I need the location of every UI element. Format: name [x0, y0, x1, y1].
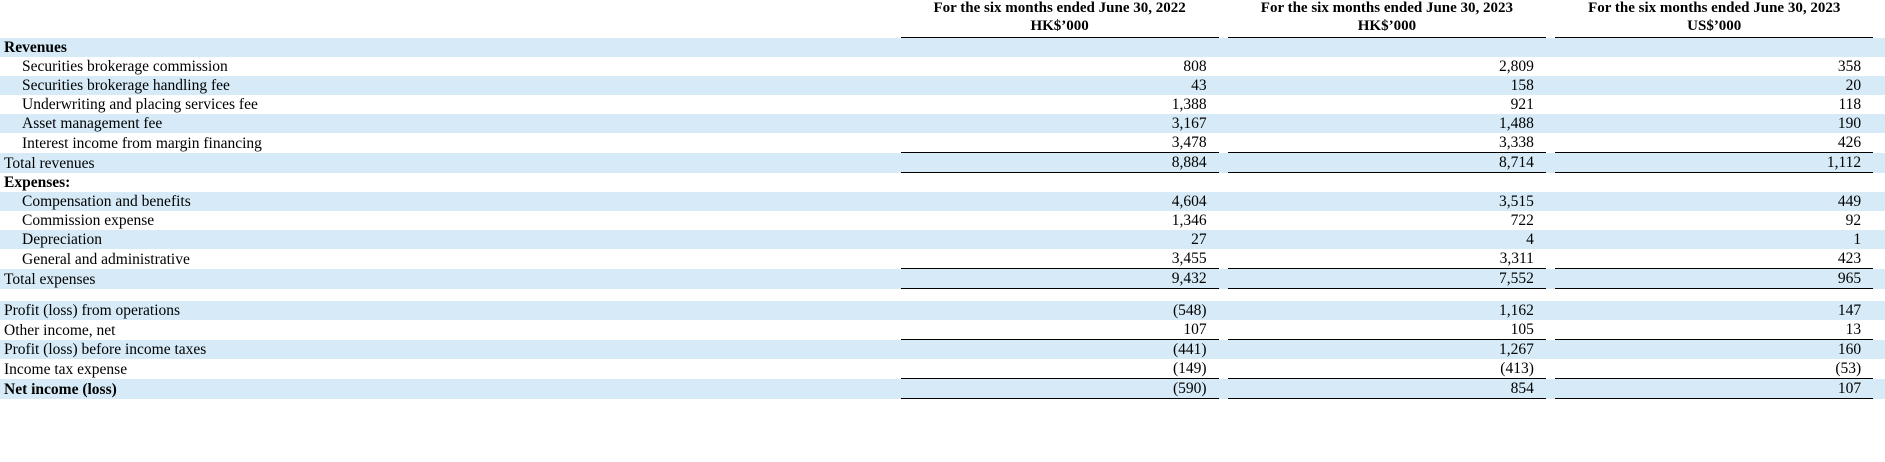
column-header-2-line1: For the six months ended June 30, 2023: [1260, 0, 1514, 16]
row-value-2: 854: [1228, 379, 1546, 399]
row-value-3: 13: [1555, 320, 1873, 340]
table-row: [0, 230, 1885, 249]
row-value-3: 92: [1555, 211, 1873, 230]
row-value-1: (149): [901, 359, 1219, 379]
row-value-2: 3,311: [1228, 249, 1546, 269]
table-row: [0, 359, 1885, 379]
row-value-3: 118: [1555, 95, 1873, 114]
row-value-1: (548): [901, 301, 1219, 320]
column-header-1: [901, 0, 1219, 38]
section-title-expenses-v1: [901, 173, 1219, 193]
column-header-3-line2: US$’000: [1687, 17, 1742, 34]
total-revenues-row: [0, 153, 1885, 173]
row-label: Total revenues: [0, 153, 891, 173]
row-value-2: 8,714: [1228, 153, 1546, 173]
table-row: [0, 76, 1885, 95]
column-header-3: [1555, 0, 1873, 38]
row-value-3: 449: [1555, 192, 1873, 211]
table-row: [0, 114, 1885, 133]
row-value-1: 4,604: [901, 192, 1219, 211]
row-label: Depreciation: [0, 230, 891, 249]
row-label: Asset management fee: [0, 114, 891, 133]
row-value-2: 921: [1228, 95, 1546, 114]
row-value-3: 160: [1555, 340, 1873, 360]
row-value-3: 20: [1555, 76, 1873, 95]
row-value-1: 107: [901, 320, 1219, 340]
row-value-1: 1,346: [901, 211, 1219, 230]
bottom-spacer-row: [0, 399, 1885, 405]
column-header-2-line2: HK$’000: [1357, 17, 1417, 34]
row-value-3: 190: [1555, 114, 1873, 133]
section-title-row-expenses: [0, 173, 1885, 193]
row-label: Other income, net: [0, 320, 891, 340]
row-value-1: (590): [901, 379, 1219, 399]
row-value-3: 147: [1555, 301, 1873, 320]
table-row: [0, 211, 1885, 230]
table-header-row: [0, 0, 1885, 38]
column-header-3-line1: For the six months ended June 30, 2023: [1588, 0, 1841, 16]
row-value-3: 423: [1555, 249, 1873, 269]
table-row: [0, 320, 1885, 340]
row-value-2: 2,809: [1228, 57, 1546, 76]
row-value-1: 1,388: [901, 95, 1219, 114]
section-title-revenues-v3: [1555, 38, 1873, 58]
table-row: [0, 249, 1885, 269]
row-value-2: (413): [1228, 359, 1546, 379]
table-row: [0, 340, 1885, 360]
row-value-1: 43: [901, 76, 1219, 95]
table-row: [0, 301, 1885, 320]
table-row: [0, 133, 1885, 153]
row-label: Compensation and benefits: [0, 192, 891, 211]
row-label: Underwriting and placing services fee: [0, 95, 891, 114]
row-value-1: 27: [901, 230, 1219, 249]
row-value-3: 358: [1555, 57, 1873, 76]
row-value-2: 158: [1228, 76, 1546, 95]
row-label: General and administrative: [0, 249, 891, 269]
row-value-3: (53): [1555, 359, 1873, 379]
total-expenses-row: [0, 269, 1885, 289]
column-header-1-line1: For the six months ended June 30, 2022: [933, 0, 1186, 16]
row-value-3: 1: [1555, 230, 1873, 249]
row-value-1: 3,455: [901, 249, 1219, 269]
table-row: [0, 95, 1885, 114]
section-title-revenues-v2: [1228, 38, 1546, 58]
row-label: Total expenses: [0, 269, 891, 289]
row-value-1: 9,432: [901, 269, 1219, 289]
row-value-1: 3,167: [901, 114, 1219, 133]
row-value-2: 105: [1228, 320, 1546, 340]
row-label: Commission expense: [0, 211, 891, 230]
row-label: Securities brokerage handling fee: [0, 76, 891, 95]
row-value-2: 1,162: [1228, 301, 1546, 320]
row-value-2: 722: [1228, 211, 1546, 230]
row-label: Profit (loss) before income taxes: [0, 340, 891, 360]
row-label: Net income (loss): [0, 379, 891, 399]
table-row: [0, 192, 1885, 211]
row-value-2: 1,488: [1228, 114, 1546, 133]
section-title-expenses: Expenses:: [0, 173, 891, 193]
row-value-2: 4: [1228, 230, 1546, 249]
row-value-1: 808: [901, 57, 1219, 76]
section-title-revenues: Revenues: [0, 38, 891, 58]
section-title-expenses-v3: [1555, 173, 1873, 193]
net-income-row: [0, 379, 1885, 399]
row-value-3: 965: [1555, 269, 1873, 289]
row-value-3: 107: [1555, 379, 1873, 399]
row-value-1: 8,884: [901, 153, 1219, 173]
row-value-2: 1,267: [1228, 340, 1546, 360]
row-value-3: 1,112: [1555, 153, 1873, 173]
row-value-2: 3,338: [1228, 133, 1546, 153]
column-header-2: [1228, 0, 1546, 38]
row-value-1: 3,478: [901, 133, 1219, 153]
row-label: Profit (loss) from operations: [0, 301, 891, 320]
row-value-3: 426: [1555, 133, 1873, 153]
row-label: Securities brokerage commission: [0, 57, 891, 76]
spacer-row: [0, 289, 1885, 302]
row-value-2: 3,515: [1228, 192, 1546, 211]
row-label: Interest income from margin financing: [0, 133, 891, 153]
row-value-1: (441): [901, 340, 1219, 360]
header-blank: [0, 0, 891, 38]
row-label: Income tax expense: [0, 359, 891, 379]
table-row: [0, 57, 1885, 76]
section-title-expenses-v2: [1228, 173, 1546, 193]
row-value-2: 7,552: [1228, 269, 1546, 289]
column-header-1-line2: HK$’000: [1030, 17, 1089, 34]
section-title-row-revenues: [0, 38, 1885, 58]
section-title-revenues-v1: [901, 38, 1219, 58]
